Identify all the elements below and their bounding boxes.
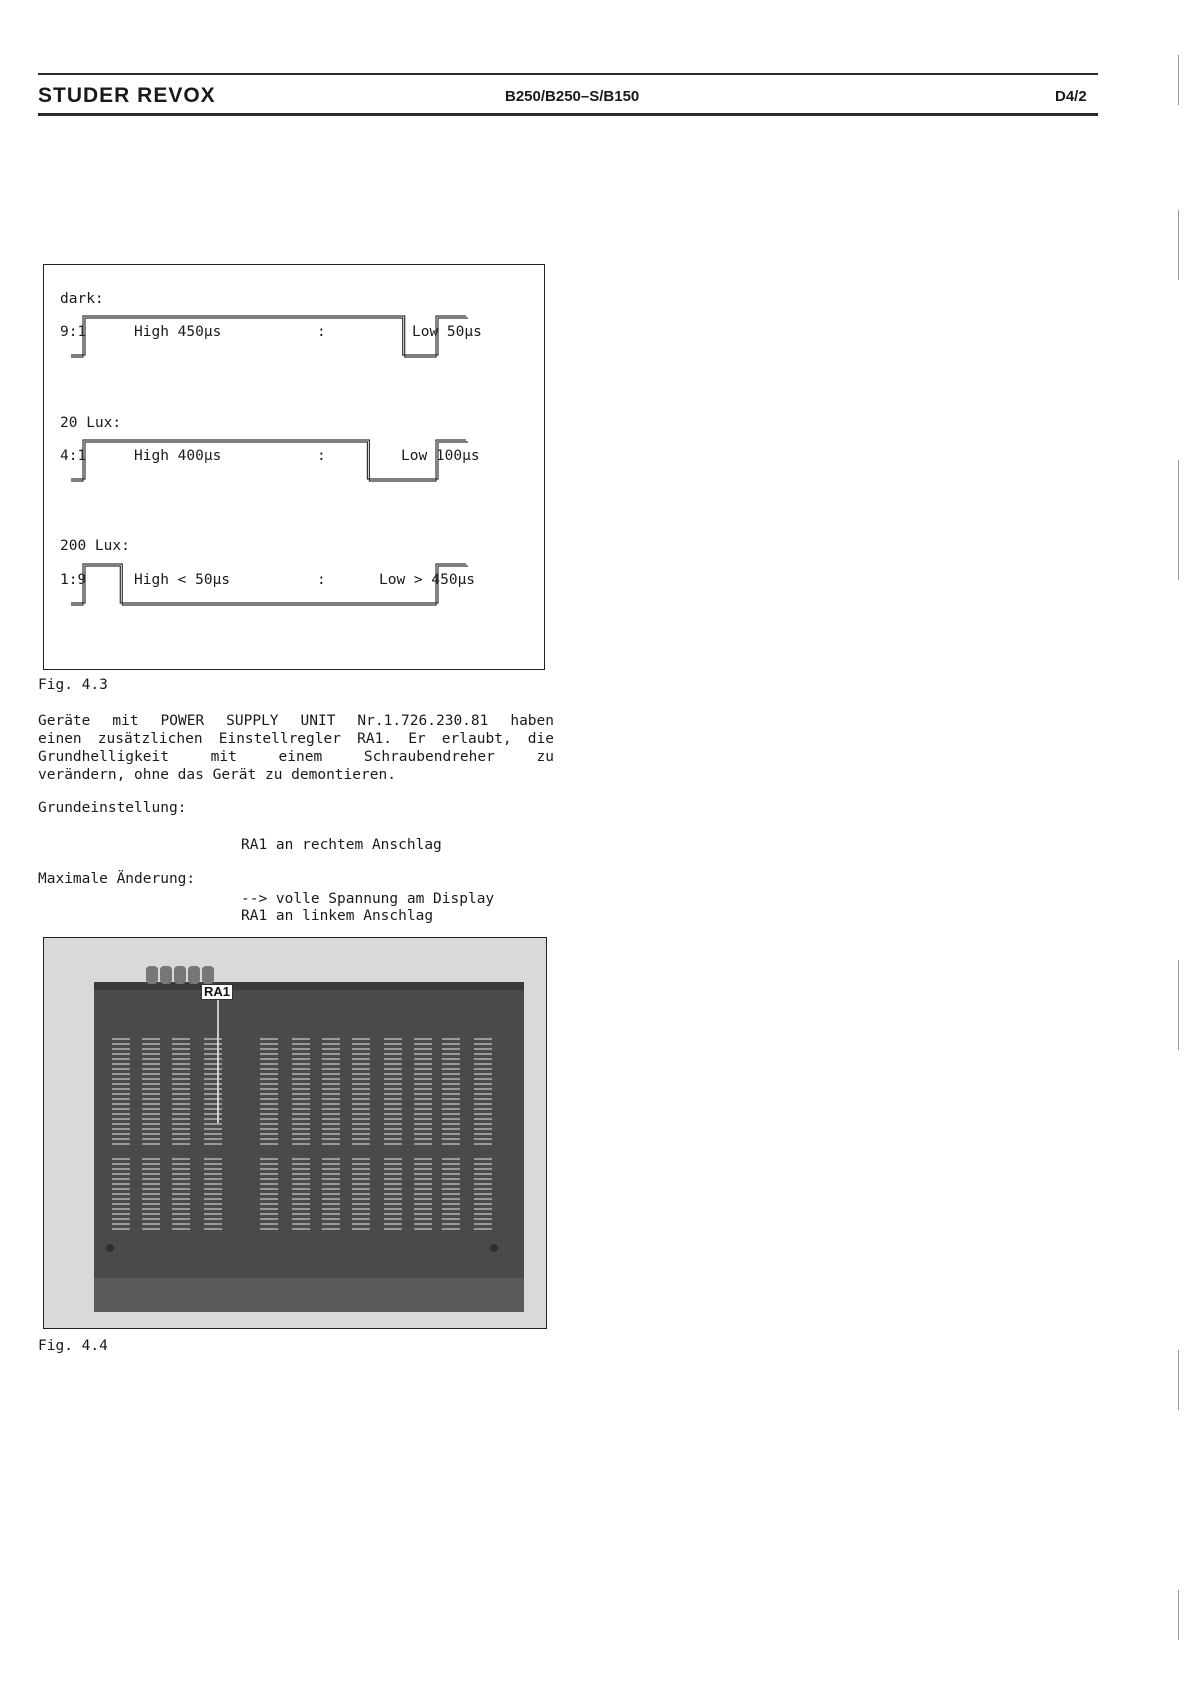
pcb-board	[94, 982, 524, 1312]
waveform-20lux	[71, 440, 468, 481]
page-number: D4/2	[1055, 88, 1087, 105]
scan-edge-mark	[1178, 1350, 1179, 1410]
sep-200lux: :	[317, 572, 326, 588]
scan-edge-mark	[1178, 960, 1179, 1050]
sep-dark: :	[317, 324, 326, 340]
high-20lux: High 400µs	[134, 448, 222, 464]
low-20lux: Low 100µs	[401, 448, 480, 464]
waveform-dark	[71, 316, 468, 357]
waveform-line	[71, 566, 468, 603]
high-dark: High 450µs	[134, 324, 222, 340]
sep-20lux: :	[317, 448, 326, 464]
paragraph-line: verändern, ohne das Gerät zu demontieren.	[38, 767, 396, 783]
scan-edge-mark	[1178, 460, 1179, 580]
paragraph-line: Geräte mit POWER SUPPLY UNIT Nr.1.726.230.81 haben	[38, 713, 554, 729]
waveform-line	[71, 442, 468, 479]
low-dark: Low 50µs	[412, 324, 482, 340]
ratio-dark: 9:1	[60, 324, 87, 340]
waveform-line	[71, 564, 466, 605]
max-change-label: Maximale Änderung:	[38, 871, 196, 887]
header-bottom-rule	[38, 113, 1098, 116]
basic-setting-line: --> volle Spannung am Display	[241, 891, 495, 907]
description-paragraph	[38, 712, 554, 784]
figure-4-4-caption: Fig. 4.4	[38, 1338, 108, 1354]
basic-setting-label: Grundeinstellung:	[38, 800, 187, 816]
pcb-photo	[44, 938, 547, 1329]
figure-4-3-caption: Fig. 4.3	[38, 677, 108, 693]
screw-hole	[490, 1244, 498, 1252]
figure-4-4-photo	[43, 937, 547, 1329]
model-number: B250/B250–S/B150	[505, 88, 640, 105]
low-200lux: Low > 450µs	[379, 572, 476, 588]
ratio-200lux: 1:9	[60, 572, 87, 588]
section-title-200lux: 200 Lux:	[60, 538, 130, 554]
basic-setting-line: RA1 an rechtem Anschlag	[241, 837, 442, 853]
paragraph-line: einen zusätzlichen Einstellregler RA1. Er erlaubt, die	[38, 731, 554, 747]
section-title-20lux: 20 Lux:	[60, 415, 122, 431]
paragraph-line: Grundhelligkeit mit einem Schraubendreher zu	[38, 749, 554, 765]
waveform-line	[71, 318, 468, 355]
brand-logo: STUDER REVOX	[38, 84, 216, 107]
high-200lux: High < 50µs	[134, 572, 231, 588]
waveform-line	[71, 316, 466, 357]
max-change-line: RA1 an linkem Anschlag	[241, 908, 434, 924]
ra1-label: RA1	[201, 984, 233, 1000]
scan-edge-mark	[1178, 210, 1179, 280]
pwm-waveforms	[43, 264, 545, 670]
connector-block	[146, 966, 214, 984]
section-title-dark: dark:	[60, 291, 104, 307]
waveform-line	[71, 440, 466, 481]
scan-edge-mark	[1178, 1590, 1179, 1640]
ratio-20lux: 4:1	[60, 448, 87, 464]
waveform-200lux	[71, 564, 468, 605]
screw-hole	[106, 1244, 114, 1252]
scan-edge-mark	[1178, 55, 1179, 105]
header-top-rule	[38, 73, 1098, 75]
